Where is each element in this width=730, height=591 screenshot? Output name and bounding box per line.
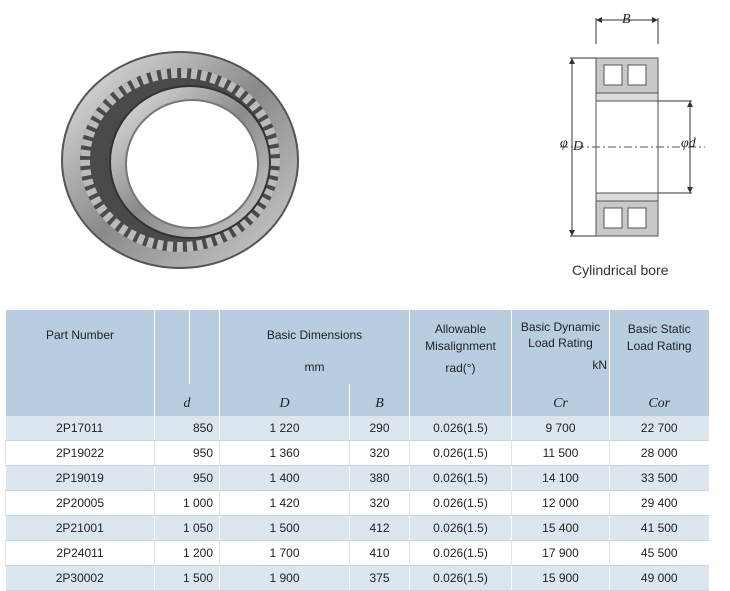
- cell-cor: 45 500: [610, 541, 709, 566]
- figure-caption: Cylindrical bore: [572, 262, 669, 278]
- cell-cr: 15 400: [512, 516, 610, 541]
- cell-cr: 11 500: [512, 441, 610, 466]
- dim-label-b: B: [622, 12, 631, 27]
- cell-misalignment: 0.026(1.5): [410, 516, 512, 541]
- table-row: [6, 491, 709, 516]
- cell-d: 850: [155, 416, 220, 441]
- cell-misalignment: 0.026(1.5): [410, 441, 512, 466]
- cell-part-number: 2P20005: [6, 491, 155, 516]
- cell-misalignment: 0.026(1.5): [410, 541, 512, 566]
- table-row: [6, 516, 709, 541]
- cell-misalignment: 0.026(1.5): [410, 491, 512, 516]
- cell-outer-d: 1 900: [220, 566, 350, 591]
- cell-width-b: 375: [350, 566, 410, 591]
- cell-width-b: 380: [350, 466, 410, 491]
- cell-d: 950: [155, 441, 220, 466]
- cell-d: 950: [155, 466, 220, 491]
- header-sym-cor: Cor: [610, 384, 709, 416]
- cell-part-number: 2P21001: [6, 516, 155, 541]
- table-row: [6, 441, 709, 466]
- cell-cr: 12 000: [512, 491, 610, 516]
- cell-d: 1 200: [155, 541, 220, 566]
- header-basic-dynamic-load-rating: Basic Dynamic Load Rating kN: [512, 310, 610, 384]
- cell-d: 1 000: [155, 491, 220, 516]
- cell-outer-d: 1 400: [220, 466, 350, 491]
- cell-outer-d: 1 500: [220, 516, 350, 541]
- cell-misalignment: 0.026(1.5): [410, 466, 512, 491]
- header-part-number: Part Number: [6, 310, 155, 416]
- dim-label-d-outer: D: [573, 139, 584, 154]
- header-sym-B: B: [350, 384, 410, 416]
- header-sym-cr: Cr: [512, 384, 610, 416]
- cell-width-b: 290: [350, 416, 410, 441]
- cell-outer-d: 1 360: [220, 441, 350, 466]
- dim-label-phi: φ: [560, 136, 568, 151]
- cell-cr: 14 100: [512, 466, 610, 491]
- cell-cor: 49 000: [610, 566, 709, 591]
- header-blank-b: [190, 310, 220, 384]
- cell-cr: 15 900: [512, 566, 610, 591]
- header-sym-d: d: [155, 384, 220, 416]
- table-row: [6, 566, 709, 591]
- cell-outer-d: 1 700: [220, 541, 350, 566]
- table-row: [6, 541, 709, 566]
- cell-cr: 9 700: [512, 416, 610, 441]
- cell-cor: 22 700: [610, 416, 709, 441]
- cell-cor: 28 000: [610, 441, 709, 466]
- cell-cor: 29 400: [610, 491, 709, 516]
- table-row: [6, 466, 709, 491]
- cell-part-number: 2P24011: [6, 541, 155, 566]
- header-sym-blank: [410, 384, 512, 416]
- cell-cr: 17 900: [512, 541, 610, 566]
- header-basic-dimensions: Basic Dimensions mm: [220, 310, 410, 384]
- cell-width-b: 320: [350, 491, 410, 516]
- cell-outer-d: 1 420: [220, 491, 350, 516]
- dim-label-d-inner: φd: [681, 136, 696, 151]
- bearing-cross-section-diagram: [540, 8, 720, 253]
- cell-d: 1 050: [155, 516, 220, 541]
- header-allowable-misalignment: Allowable Misalignment rad(°): [410, 310, 512, 384]
- bearing-photo: [40, 40, 310, 280]
- cell-misalignment: 0.026(1.5): [410, 566, 512, 591]
- cell-cor: 41 500: [610, 516, 709, 541]
- table-row: [6, 416, 709, 441]
- cell-part-number: 2P30002: [6, 566, 155, 591]
- cell-outer-d: 1 220: [220, 416, 350, 441]
- cell-width-b: 320: [350, 441, 410, 466]
- cell-width-b: 410: [350, 541, 410, 566]
- header-unit-kn: kN: [592, 358, 607, 372]
- cell-part-number: 2P19019: [6, 466, 155, 491]
- cell-misalignment: 0.026(1.5): [410, 416, 512, 441]
- bearing-spec-table: [5, 310, 709, 591]
- cell-width-b: 412: [350, 516, 410, 541]
- cell-part-number: 2P17011: [6, 416, 155, 441]
- cell-cor: 33 500: [610, 466, 709, 491]
- header-blank-a: [155, 310, 190, 384]
- cell-d: 1 500: [155, 566, 220, 591]
- header-sym-D: D: [220, 384, 350, 416]
- header-basic-static-load-rating: Basic Static Load Rating: [610, 310, 709, 384]
- cell-part-number: 2P19022: [6, 441, 155, 466]
